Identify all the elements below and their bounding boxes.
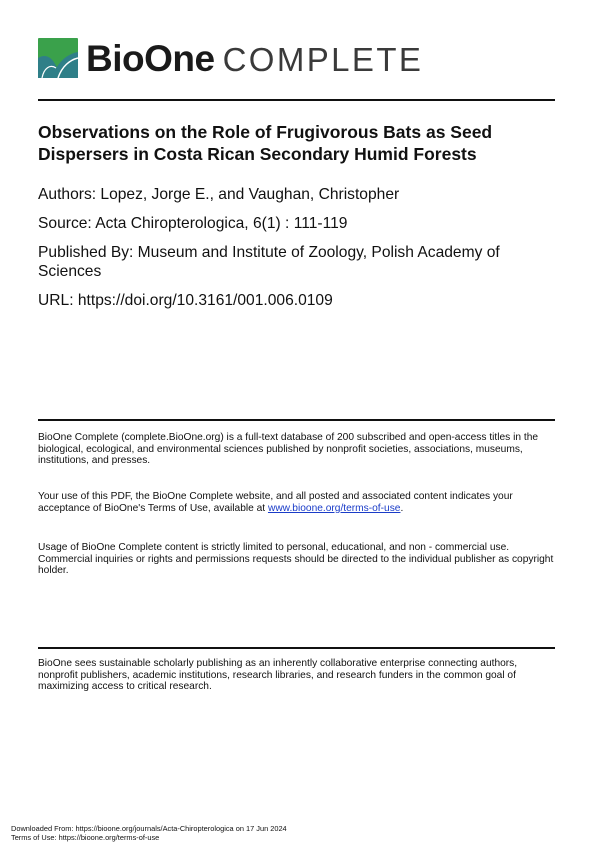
mission-divider <box>38 647 555 649</box>
logo-wordmark <box>86 37 424 79</box>
article-source: Source: Acta Chiropterologica, 6(1) : 111-119 <box>38 215 348 232</box>
article-url[interactable]: URL: https://doi.org/10.3161/001.006.0109 <box>38 292 333 309</box>
logo-product-text: COMPLETE <box>222 40 424 78</box>
logo-brand-text: BioOne <box>86 37 215 79</box>
header-divider <box>38 99 555 101</box>
terms-notice-end: . <box>400 502 404 514</box>
article-title: Observations on the Role of Frugivorous Bats as Seed Dispersers in Costa Rican Secondary Humid Forests <box>38 122 493 164</box>
notice-divider <box>38 419 555 421</box>
article-authors: Authors: Lopez, Jorge E., and Vaughan, Christopher <box>38 186 400 203</box>
usage-notice: Usage of BioOne Complete content is strictly limited to personal, educational, and non - commercial use. Commercial inquiries or rights and permissions requests should be directed to the individual publisher as copyright holder. <box>38 542 554 577</box>
about-notice: BioOne Complete (complete.BioOne.org) is a full-text database of 200 subscribed and open-access titles in the biological, ecological, and environmental sciences published by nonprofit societies, associations, museums, institutions, and presses. <box>38 432 539 467</box>
mission-statement: BioOne sees sustainable scholarly publishing as an inherently collaborative enterprise connecting authors, nonprofit publishers, academic institutions, research libraries, and research funders in the common goal of maximizing access to critical research. <box>38 658 518 693</box>
terms-of-use-line: Terms of Use: https://bioone.org/terms-of-use <box>11 833 160 842</box>
bioone-complete-logo <box>38 36 423 80</box>
bioone-leaf-logo-icon <box>38 38 78 78</box>
download-footer <box>11 824 287 842</box>
terms-of-use-link[interactable]: www.bioone.org/terms-of-use <box>267 502 401 514</box>
article-publisher: Published By: Museum and Institute of Zoology, Polish Academy of Sciences <box>38 244 500 280</box>
terms-notice <box>38 491 558 514</box>
terms-notice-text: Your use of this PDF, the BioOne Complete website, and all posted and associated content indicates your acceptance of BioOne's Terms of Use, available at <box>38 491 513 514</box>
downloaded-from-line: Downloaded From: https://bioone.org/journals/Acta-Chiropterologica on 17 Jun 2024 <box>11 824 287 833</box>
